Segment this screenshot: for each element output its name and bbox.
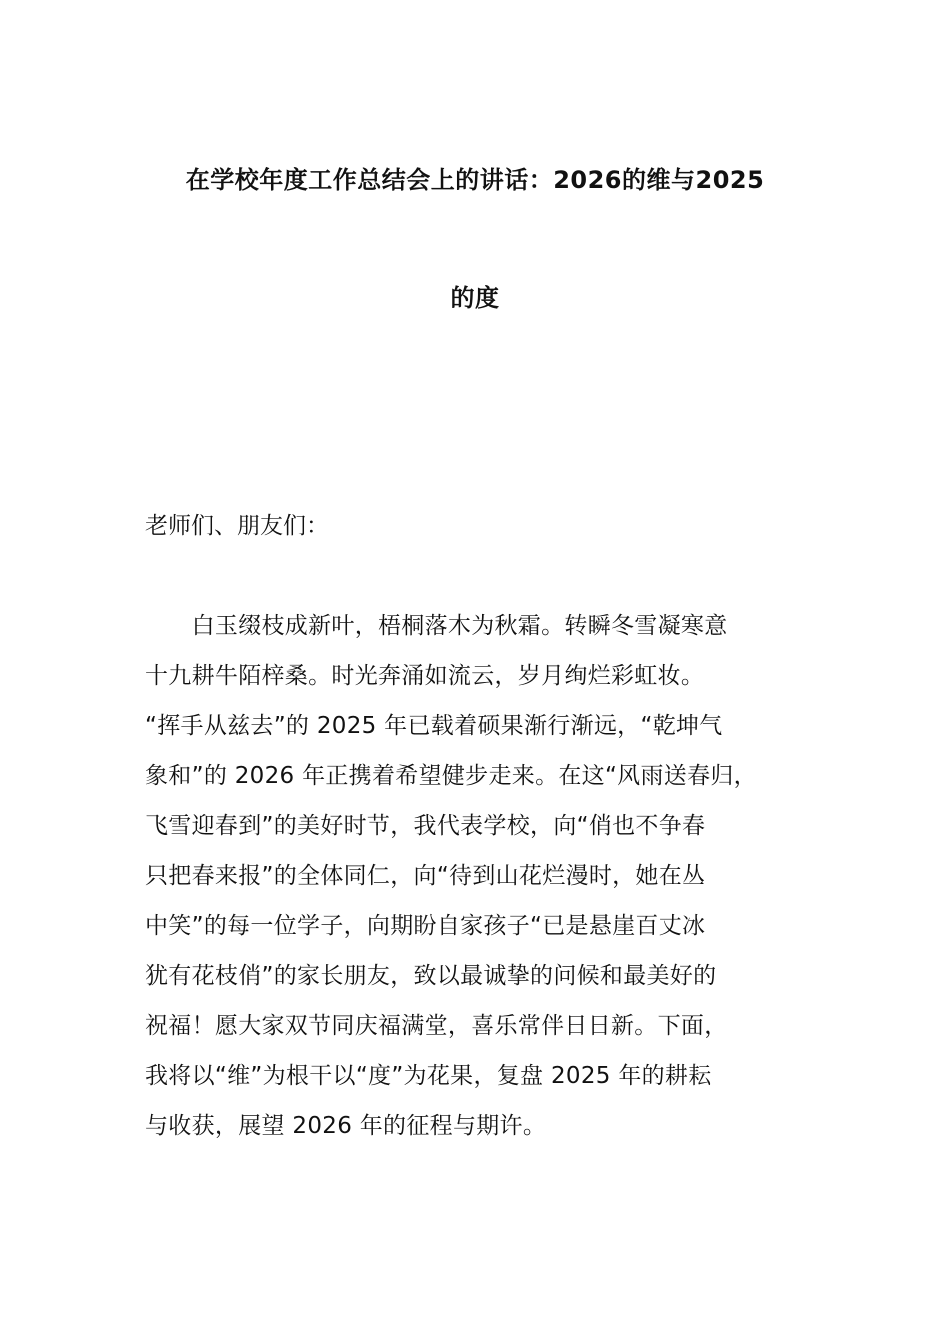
paragraph-line: 白玉缀枝成新叶，梧桐落木为秋霜。转瞬冬雪凝寒意 — [145, 613, 728, 639]
paragraph-line: 犹有花枝俏”的家长朋友，致以最诚挚的问候和最美好的 — [145, 963, 717, 989]
document-title-line-1: 在学校年度工作总结会上的讲话：2026的维与2025 — [185, 166, 765, 194]
paragraph-line: “挥手从兹去”的 2025 年已载着硕果渐行渐远，“乾坤气 — [145, 713, 723, 739]
paragraph-line: 飞雪迎春到”的美好时节，我代表学校，向“俏也不争春 — [145, 813, 706, 839]
salutation: 老师们、朋友们： — [145, 513, 329, 539]
paragraph-line: 我将以“维”为根干以“度”为花果，复盘 2025 年的耕耘 — [145, 1063, 712, 1089]
paragraph-line: 只把春来报”的全体同仁，向“待到山花烂漫时，她在丛 — [145, 863, 706, 889]
paragraph-line: 十九耕牛陌梓桑。时光奔涌如流云，岁月绚烂彩虹妆。 — [145, 663, 705, 689]
paragraph-line: 祝福！愿大家双节同庆福满堂，喜乐常伴日日新。下面， — [145, 1013, 728, 1039]
paragraph-line: 象和”的 2026 年正携着希望健步走来。在这“风雨送春归， — [145, 763, 757, 789]
paragraph-line: 与收获，展望 2026 年的征程与期许。 — [145, 1113, 547, 1139]
document-title-line-2: 的度 — [450, 284, 500, 312]
paragraph-line: 中笑”的每一位学子，向期盼自家孩子“已是悬崖百丈冰 — [145, 913, 706, 939]
